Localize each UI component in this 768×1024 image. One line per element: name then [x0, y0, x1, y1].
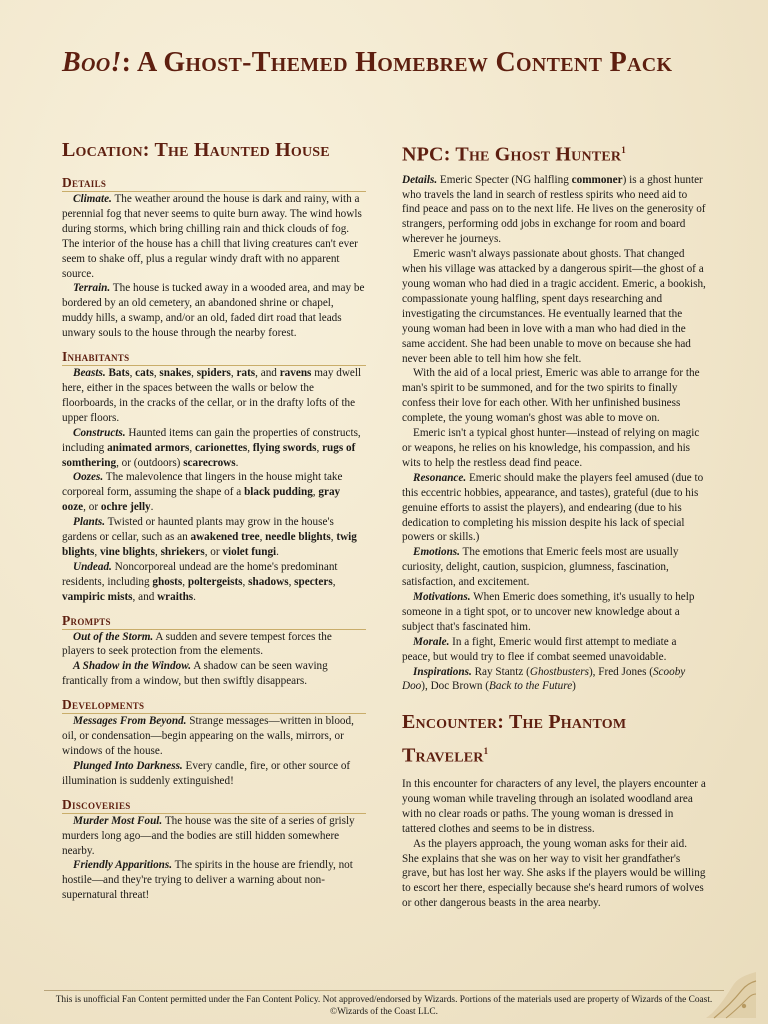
- undead-paragraph: Undead. Noncorporeal undead are the home's predominant residents, including ghosts, poltergeists, shadows, specters, vampiric mists, and wraiths.: [62, 560, 338, 603]
- developments-heading: Developments: [62, 696, 366, 714]
- motivations-paragraph: Motivations. When Emeric does something, it's usually to help someone in a tight spot, or to uncover new knowledge about a subject that's fascinated him.: [402, 591, 695, 633]
- location-heading: Location: The Haunted House: [62, 139, 330, 161]
- npc-details-paragraph: Details. Emeric Specter (NG halfling commoner) is a ghost hunter who travels the land in search of restless spirits who need aid to find peace and pass on to the next life. He lives on the generosity of strangers, performing odd jobs in exchange for room and board wherever he journeys.: [402, 173, 706, 246]
- details-heading: Details: [62, 174, 366, 192]
- footer: [0, 990, 768, 1024]
- murder-paragraph: Murder Most Foul. The house was the site of a series of grisly murders long ago—and the bodies are still hidden somewhere nearby.: [62, 814, 355, 857]
- title-rest: : A Ghost-Themed Homebrew Content Pack: [121, 47, 673, 78]
- footer-rule: [44, 990, 724, 991]
- encounter-intro-paragraph: In this encounter for characters of any level, the players encounter a young woman while traveling through an isolated woodland area with no clear roads or paths. The young woman is dressed in tattered clothes and seems to be in distress.: [402, 778, 706, 835]
- encounter-approach-paragraph: As the players approach, the young woman asks for their aid. She explains that she was on her way to visit her grandfather's grave, but has lost her way. She asks if the players would be willing to escort her there, especially because she's heard rumors of wolves or other dangerous beasts in the area nearby.: [402, 837, 706, 910]
- page-title: [62, 44, 722, 82]
- oozes-paragraph: Oozes. The malevolence that lingers in the house might take corporeal form, assuming the shape of a black pudding, gray ooze, or ochre jelly.: [62, 471, 343, 514]
- friendly-paragraph: Friendly Apparitions. The spirits in the house are friendly, not hostile—and they're trying to deliver a warning about non-supernatural threat!: [62, 859, 353, 902]
- morale-paragraph: Morale. In a fight, Emeric would first attempt to mediate a peace, but would try to flee if combat seemed unavoidable.: [402, 635, 677, 663]
- page-corner-ornament-icon: [704, 970, 758, 1020]
- title-emphasis: Boo!: [62, 47, 122, 78]
- npc-heading: NPC: The Ghost Hunter$^1$: [402, 143, 626, 166]
- discoveries-heading: Discoveries: [62, 796, 366, 814]
- inspirations-paragraph: Inspirations. Ray Stantz (Ghostbusters), Fred Jones (Scooby Doo), Doc Brown (Back to the Future): [402, 665, 686, 693]
- footer-legal-text: This is unofficial Fan Content permitted under the Fan Content Policy. Not approved/endorsed by Wizards. Portions of the materials used are property of Wizards of the Coast. ©Wizards of the Coast LLC.: [55, 995, 713, 1017]
- plants-paragraph: Plants. Twisted or haunted plants may grow in the house's gardens or cellar, such as an awakened tree, needle blights, twig blights, vine blights, shriekers, or violet fungi.: [62, 516, 357, 558]
- right-column: [402, 136, 706, 911]
- encounter-heading: Encounter: The Phantom Traveler$^1$: [402, 711, 627, 768]
- climate-paragraph: Climate. The weather around the house is dark and rainy, with a perennial fog that never seems to quite burn away. The wind howls during storms, which bring chilling rain and thick clouds of fog. The interior of the house has a chill that living creatures can't ever seem to shake off, plus a regular windy draft with no apparent source.: [62, 193, 362, 280]
- prompts-heading: Prompts: [62, 612, 366, 630]
- storm-paragraph: Out of the Storm. A sudden and severe tempest forces the players to seek protection from the elements.: [62, 630, 332, 658]
- npc-footnote-mark: 1: [621, 145, 626, 155]
- constructs-paragraph: Constructs. Haunted items can gain the properties of constructs, including animated armors, carionettes, flying swords, rugs of somthering, or (outdoors) scarecrows.: [62, 426, 361, 469]
- shadow-paragraph: A Shadow in the Window. A shadow can be seen waving frantically from a window, but then swiftly disappears.: [62, 660, 328, 688]
- resonance-paragraph: Resonance. Emeric should make the players feel amused (due to this eccentric hobbies, appearance, and tastes), grateful (due to his genuine efforts to assist the players), and endearing (due to his dedication to completing his mission despite his lack of special powers or skills.): [402, 471, 704, 544]
- left-column: [62, 136, 366, 903]
- emotions-paragraph: Emotions. The emotions that Emeric feels most are usually curiosity, delight, caution, suspicion, glumness, fascination, satisfaction, and excitement.: [402, 546, 679, 589]
- messages-paragraph: Messages From Beyond. Strange messages—written in blood, oil, or condensation—begin appearing on the walls, mirrors, or windows of the house.: [62, 715, 354, 757]
- npc-backstory-paragraph: Emeric wasn't always passionate about ghosts. That changed when his village was attacked by a dangerous spirit—the ghost of a young woman who had died in a tragic accident. Emeric, a bookish, compassionate young halfling, spent days researching and investigating the circumstances. He eventually learned that the young woman had been in love with a man who had died in the same accident. She had been unable to move on because she had never been able to tell him how she felt.: [402, 248, 706, 365]
- npc-priest-paragraph: With the aid of a local priest, Emeric was able to arrange for the man's spirit to be summoned, and for the two spirits to finally confess their love for each other. With her unfinished business complete, the young woman's ghost was able to move on.: [402, 367, 700, 425]
- beasts-paragraph: Beasts. Bats, cats, snakes, spiders, rats, and ravens may dwell here, either in the spaces between the walls or below the floorboards, in the cracks of the cellar, or in the drafty lofts of the upper floors.: [62, 367, 362, 424]
- darkness-paragraph: Plunged Into Darkness. Every candle, fire, or other source of illumination is suddenly extinguished!: [62, 759, 351, 787]
- npc-typical-paragraph: Emeric isn't a typical ghost hunter—instead of relying on magic or weapons, he relies on his knowledge, his compassion, and his wits to help the restless dead find peace.: [402, 427, 700, 469]
- inhabitants-heading: Inhabitants: [62, 348, 366, 366]
- encounter-footnote-mark: 1: [483, 746, 489, 757]
- terrain-paragraph: Terrain. The house is tucked away in a wooded area, and may be bordered by an old cemetery, an abandoned shrine or chapel, muddy hills, a swamp, and/or an old, faded dirt road that leads unwary souls to the house through the nearby forest.: [62, 282, 365, 340]
